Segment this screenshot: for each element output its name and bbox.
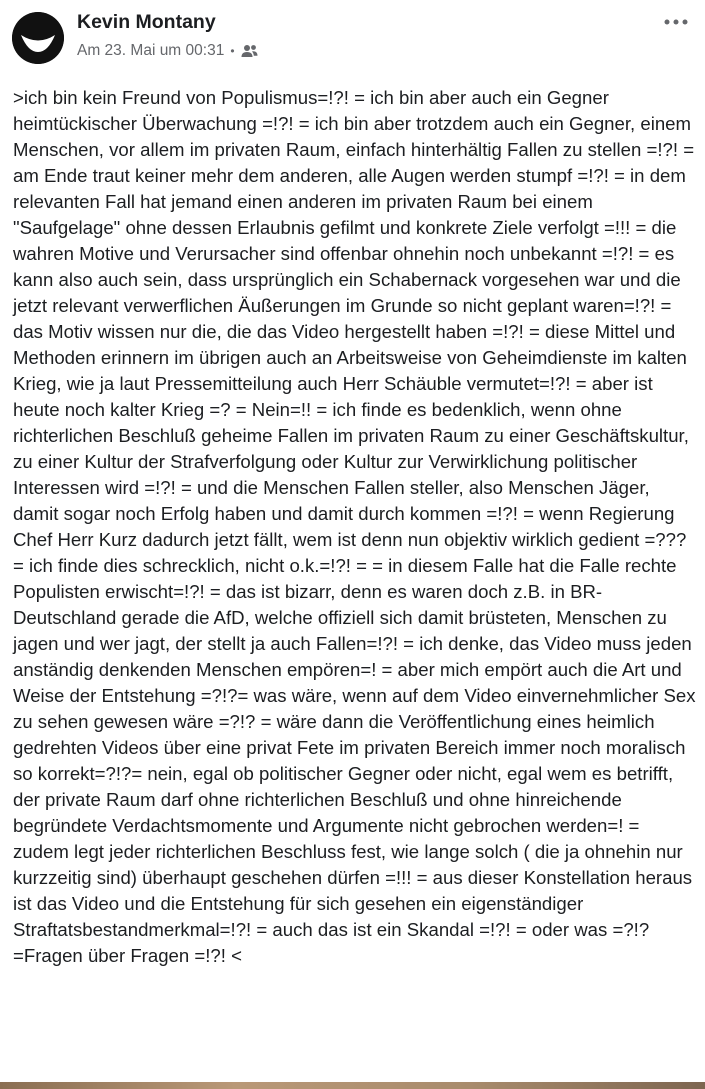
author-name[interactable]: Kevin Montany: [77, 11, 216, 33]
avatar-logo-icon: [12, 12, 64, 64]
meta-separator: •: [230, 44, 235, 58]
bottom-edge-strip: [0, 1082, 705, 1089]
more-options-button[interactable]: [663, 12, 689, 32]
post-header: [0, 0, 705, 80]
more-options-icon: [664, 19, 688, 25]
post-meta: [77, 41, 258, 61]
avatar[interactable]: [12, 12, 64, 64]
post-text: >ich bin kein Freund von Populismus=!?! = ich bin aber auch ein Gegner heimtückischer Überwachung =!?! = ich bin aber trotzdem auch ein Gegner, einem Menschen, vor allem im privaten Raum, einfach hinterhältig Fallen zu stellen =!?! = am Ende traut keiner mehr dem anderen, alle Augen werden stumpf =!?! = in dem relevanten Fall hat jemand einen anderen im privaten Raum bei einem "Saufgelage" ohne dessen Erlaubnis gefilmt und konkrete Ziele verfolgt =!!! = die wahren Motive und Verursacher sind offenbar ohnehin noch unbekannt =!?! = es kann also auch sein, dass ursprünglich ein Schabernack vorgesehen war und die jetzt relevant verwerflichen Äußerungen im Grunde so nicht geplant waren=!?! = das Motiv wissen nur die, die das Video hergestellt haben =!?! = diese Mittel und Methoden erinnern im übrigen auch an Arbeitsweise von Geheimdienste im kalten Krieg, wie ja laut Pressemitteilung auch Herr Schäuble vermutet=!?! = aber ist heute noch kalter Krieg =? = Nein=!! = ich finde es bedenklich, wenn ohne richterlichen Beschluß geheime Fallen im privaten Raum zu einer Geschäftskultur, zu einer Kultur der Strafverfolgung oder Kultur zur Verwirklichung politischer Interessen wird =!?! = und die Menschen Fallen steller, also Menschen Jäger, damit sogar noch Erfolg haben und damit durch kommen =!?! = wenn Regierung Chef Herr Kurz dadurch jetzt fällt, wem ist denn nun objektiv wirklich gedient =??? = ich finde dies schrecklich, nicht o.k.=!?! = = in diesem Falle hat die Falle rechte Populisten erwischt=!?! = das ist bizarr, denn es waren doch z.B. in BR- Deutschland gerade die AfD, welche offiziell sich damit brüsteten, Menschen zu jagen und wer jagt, der stellt ja auch Fallen=!?! = ich denke, das Video muss jeden anständig denkenden Menschen empören=! = aber mich empört auch die Art und Weise der Entstehung =?!?= was wäre, wenn auf dem Video einvernehmlicher Sex zu sehen gewesen wäre =?!? = wäre dann die Veröffentlichung eines heimlich gedrehten Videos über eine privat Fete im privaten Bereich immer noch moralisch so korrekt=?!?= nein, egal ob politischer Gegner oder nicht, egal wem es betrifft, der private Raum darf ohne richterlichen Beschluß und ohne hinreichende begründete Verdachtsmomente und Argumente nicht gebrochen werden=! = zudem legt jeder richterlichen Beschluss fest, wie lange solch ( die ja ohnehin nur kurzzeitig sind) überhaupt geschehen dürfen =!!! = aus dieser Konstellation heraus ist das Video und die Entstehung für sich gesehen ein eigenständiger Straftatsbestandmerkmal=!?! = auch das ist ein Skandal =!?! = oder was =?!?=Fragen über Fragen =!?! <: [13, 87, 696, 966]
post-timestamp[interactable]: Am 23. Mai um 00:31: [77, 42, 225, 59]
friends-icon[interactable]: [241, 44, 258, 58]
